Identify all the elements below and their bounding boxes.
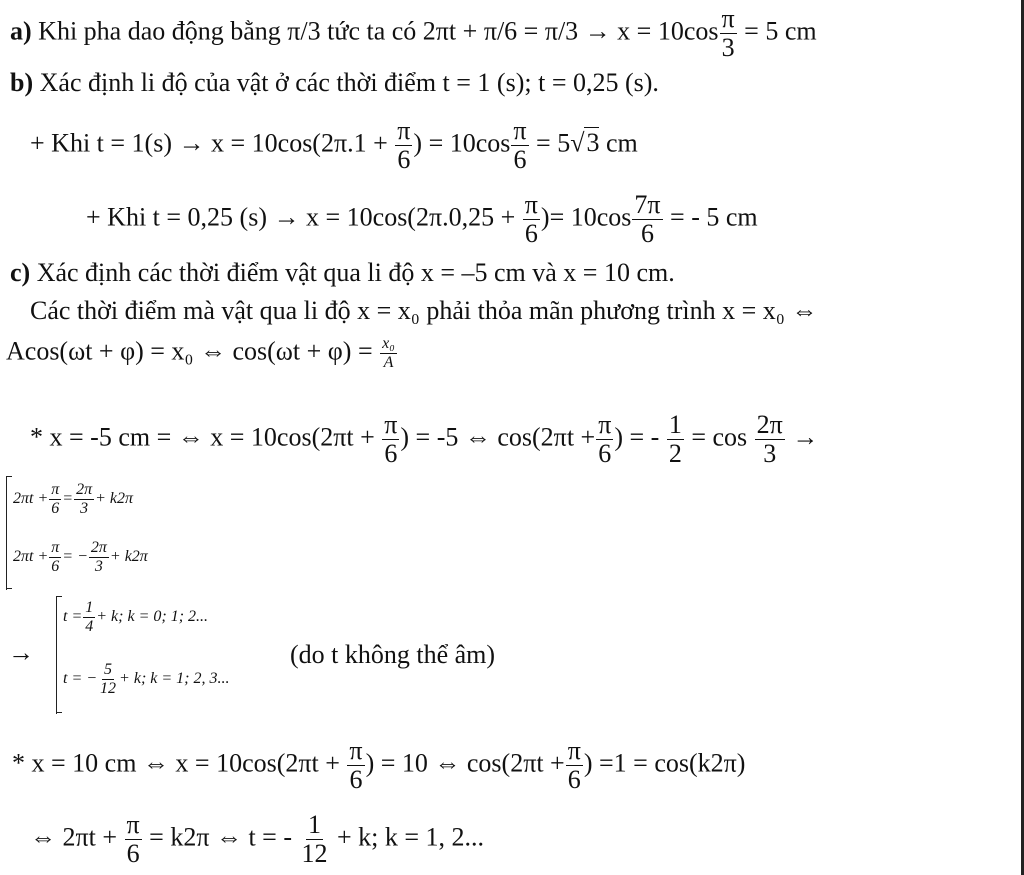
equation-text: + k; k = 1, 2...: [337, 822, 485, 852]
fraction: [83, 600, 95, 635]
numerator: 2π: [756, 410, 783, 439]
system-a-row-2: [13, 540, 148, 575]
equation-text: 2πt +: [13, 548, 49, 566]
equation-text: * x = 10 cm ⇔ x = 10cos(2πt +: [12, 748, 340, 778]
fraction: [667, 412, 684, 467]
numerator: 1: [308, 810, 321, 839]
equation-text: + Khi t = 1(s) → x = 10cos(2π.1 +: [30, 128, 388, 158]
fraction: [74, 482, 94, 517]
equation-text: = - 5 cm: [670, 202, 758, 232]
equation-text: =: [62, 490, 74, 508]
denominator: 3: [721, 33, 735, 62]
part-a-text: Khi pha dao động bằng π/3 tức ta có 2πt + π/6 = π/3 → x = 10cos: [38, 16, 719, 46]
numerator: 7π: [634, 190, 661, 219]
system-b-row-1: [63, 600, 208, 635]
denominator: 3: [763, 439, 777, 468]
denominator: 12: [301, 839, 328, 868]
denominator: 6: [384, 439, 398, 468]
numerator: π: [721, 4, 735, 33]
numerator: π: [126, 810, 140, 839]
denominator: 6: [349, 765, 363, 794]
equation-text: = cos: [691, 422, 748, 452]
bracket-tick: [56, 712, 62, 713]
numerator: π: [513, 116, 527, 145]
fraction: [755, 412, 785, 467]
system-b-row-2: [63, 662, 230, 697]
denominator: 3: [94, 558, 103, 575]
equation-system-b: [56, 596, 230, 714]
equation-text: + k2π: [109, 548, 148, 566]
denominator: A: [383, 354, 394, 371]
equation-text: + Khi t = 0,25 (s) → x = 10cos(2π.0,25 +: [86, 202, 516, 232]
part-b-text: Xác định li độ của vật ở các thời điểm t = 1 (s); t = 0,25 (s).: [39, 68, 659, 97]
equation-text: + k2π: [95, 490, 134, 508]
fraction: [125, 812, 142, 867]
fraction: [347, 738, 364, 793]
equation-text: = −: [62, 548, 88, 566]
system-a-row-1: [13, 482, 133, 517]
sqrt-symbol: √: [570, 128, 585, 158]
part-b-line-1: [30, 118, 638, 173]
fraction: [382, 412, 399, 467]
equation-text: ) = -: [614, 422, 660, 452]
part-a-result: = 5 cm: [744, 16, 817, 46]
part-b-line-2: [86, 192, 758, 247]
part-b-label: b): [10, 68, 34, 97]
part-c-paragraph-2: [6, 336, 398, 371]
denominator: 6: [513, 145, 527, 174]
part-c-text: Xác định các thời điểm vật qua li độ x = –5 cm và x = 10 cm.: [36, 258, 675, 287]
equation-text: t = −: [63, 670, 98, 688]
equation-text: t =: [63, 608, 83, 626]
fraction: [300, 812, 330, 867]
part-a-line: [10, 6, 817, 61]
denominator: 6: [598, 439, 612, 468]
denominator: 3: [80, 500, 89, 517]
denominator: 6: [524, 219, 538, 248]
equation-text: )= 10cos: [540, 202, 632, 232]
bracket-tick: [6, 476, 12, 477]
part-c-label: c): [10, 258, 31, 287]
fraction: [511, 118, 528, 173]
fraction: [720, 6, 737, 61]
equation-text: = k2π ⇔ t = -: [149, 822, 292, 852]
numerator: 2π: [76, 481, 93, 498]
paragraph-text: Acos(ωt + φ) = x₀ ⇔ cos(ωt + φ) =: [6, 336, 373, 366]
numerator: π: [384, 410, 398, 439]
fraction: [632, 192, 662, 247]
equation-text: ) = 10cos: [413, 128, 511, 158]
numerator: π: [397, 116, 411, 145]
paragraph-text: Các thời điểm mà vật qua li độ x = x₀ phải thỏa mãn phương trình x = x₀ ⇔: [30, 296, 818, 325]
fraction: [566, 738, 583, 793]
sqrt-radicand: 3: [586, 128, 600, 158]
part-c-heading: [10, 260, 675, 286]
denominator: 6: [397, 145, 411, 174]
numerator: π: [51, 481, 60, 498]
equation-text: * x = -5 cm = ⇔ x = 10cos(2πt +: [30, 422, 375, 452]
denominator: 6: [640, 219, 654, 248]
equation-text: = 5: [536, 128, 571, 158]
fraction: [395, 118, 412, 173]
equation-system-a: [6, 476, 148, 590]
fraction: [49, 540, 61, 575]
implies-arrow: [8, 640, 34, 666]
part-b-heading: [10, 70, 659, 96]
note-text: [290, 642, 495, 668]
denominator: 6: [51, 500, 60, 517]
case-x-10: [12, 738, 745, 793]
bracket-tick: [6, 588, 12, 589]
fraction: [89, 540, 109, 575]
denominator: 12: [100, 680, 117, 697]
numerator: π: [51, 539, 60, 556]
equation-text: + k; k = 1; 2, 3...: [119, 670, 230, 688]
denominator: 6: [126, 839, 140, 868]
arrow-icon: →: [792, 422, 819, 452]
case-x-10-solution: [30, 812, 484, 867]
fraction: [98, 662, 118, 697]
numerator: π: [598, 410, 612, 439]
note: (do t không thể âm): [290, 640, 496, 669]
equation-text: ⇔ 2πt +: [30, 822, 118, 852]
denominator: 4: [85, 618, 94, 635]
denominator: 6: [567, 765, 581, 794]
part-c-paragraph-1: [30, 298, 817, 324]
bracket-tick: [56, 596, 62, 597]
denominator: 2: [668, 439, 682, 468]
numerator: 1: [85, 599, 94, 616]
numerator: π: [349, 736, 363, 765]
numerator: π: [524, 190, 538, 219]
equation-text: + k; k = 0; 1; 2...: [96, 608, 209, 626]
unit: cm: [605, 128, 638, 158]
part-a-label: a): [10, 16, 32, 46]
numerator: 2π: [90, 539, 107, 556]
numerator: π: [567, 736, 581, 765]
fraction: [380, 336, 397, 371]
numerator: 1: [668, 410, 682, 439]
numerator: x₀: [382, 335, 395, 352]
numerator: 5: [104, 661, 113, 678]
fraction: [523, 192, 540, 247]
fraction: [596, 412, 613, 467]
arrow-icon: →: [8, 638, 34, 667]
case-x-minus-5: [30, 412, 818, 467]
equation-text: ) =1 = cos(k2π): [583, 748, 746, 778]
equation-text: ) = -5 ⇔ cos(2πt +: [400, 422, 596, 452]
fraction: [49, 482, 61, 517]
denominator: 6: [51, 558, 60, 575]
equation-text: ) = 10 ⇔ cos(2πt +: [365, 748, 565, 778]
equation-text: 2πt +: [13, 490, 49, 508]
